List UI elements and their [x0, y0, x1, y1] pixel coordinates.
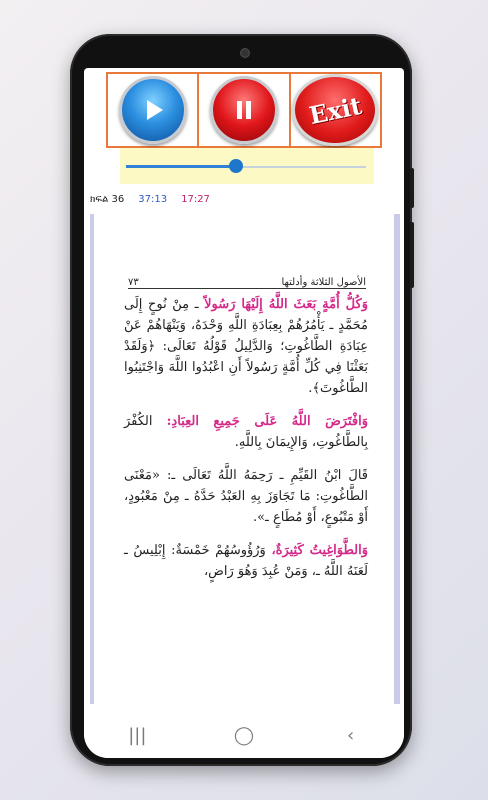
seekbar-thumb[interactable]	[229, 159, 243, 173]
paragraph	[124, 540, 368, 582]
exit-icon	[292, 74, 378, 146]
recents-icon[interactable]: |||	[128, 724, 147, 746]
page-number: ٧٣	[128, 277, 139, 288]
back-icon[interactable]: ‹	[347, 724, 355, 746]
page-header	[128, 272, 366, 289]
power-button	[410, 222, 414, 288]
seekbar[interactable]	[120, 148, 374, 184]
highlighted-text: وَكُلُّ أُمَّةٍ بَعَثَ اللَّهُ إِلَيْهَا رَسُولاً	[204, 297, 368, 312]
paragraph	[124, 294, 368, 399]
body-text: ـ مِنْ نُوحٍ إِلَى مُحَمَّدٍ ـ يَأْمُرُهُمْ بِعِبَادَةِ اللَّهِ وَحْدَهُ، وَيَنْهَاهُمْ عَنْ عِبَادَةِ الطَّاغُوتِ؛ وَالدَّلِيلُ قَوْلُهُ تَعَالَى: ﴿وَلَقَدْ بَعَثْنَا فِي كُلِّ أُمَّةٍ رَسُولاً أَنِ اعْبُدُوا اللَّهَ وَاجْتَنِبُوا الطَّاغُوتَ﴾.	[124, 297, 368, 396]
body-text: وَرُؤُوسُهُمْ خَمْسَةٌ: إِبْلِيسُ ـ لَعَنَهُ اللَّهُ ـ، وَمَنْ عُبِدَ وَهُوَ رَاضٍ،	[124, 543, 368, 579]
page-right-border	[394, 214, 400, 704]
volume-button	[410, 168, 414, 208]
book-page[interactable]	[84, 214, 404, 714]
highlighted-text: وَافْتَرَضَ اللَّهُ عَلَى جَمِيعِ العِبَادِ:	[166, 414, 368, 429]
elapsed-time: 37:13	[138, 193, 168, 205]
body-text: الكُفْرَ بِالطَّاغُوتِ، وَالإِيمَانَ بِاللَّهِ.	[124, 414, 368, 450]
play-button[interactable]	[108, 74, 199, 146]
page-left-border	[90, 214, 94, 704]
home-icon[interactable]: ◯	[233, 724, 255, 746]
running-title: الأصول الثلاثة وأدلتها	[281, 277, 366, 288]
pause-button[interactable]	[199, 74, 290, 146]
page-text	[124, 294, 368, 700]
audio-status	[90, 192, 390, 206]
episode-label: ክፍል 36	[90, 193, 125, 205]
playback-controls	[106, 72, 382, 148]
total-time: 17:27	[181, 193, 210, 205]
seekbar-progress	[126, 165, 236, 168]
exit-label: Exit	[306, 90, 365, 130]
highlighted-text: وَالطَّوَاغِيتُ كَثِيرَةٌ،	[271, 543, 369, 558]
exit-button[interactable]	[291, 74, 380, 146]
app-screen	[84, 68, 404, 758]
android-nav-bar	[84, 712, 404, 758]
pause-icon	[210, 76, 278, 144]
body-text: قَالَ ابْنُ القَيِّمِ ـ رَحِمَهُ اللَّهُ تَعَالَى ـ: «مَعْنَى الطَّاغُوتِ: مَا تَجَاوَزَ بِهِ العَبْدُ حَدَّهُ ـ مِنْ مَعْبُودٍ، أَوْ مَتْبُوعٍ، أَوْ مُطَاعٍ ـ».	[124, 468, 368, 525]
paragraph	[124, 411, 368, 453]
play-icon	[119, 76, 187, 144]
paragraph	[124, 465, 368, 528]
front-camera	[240, 48, 250, 58]
